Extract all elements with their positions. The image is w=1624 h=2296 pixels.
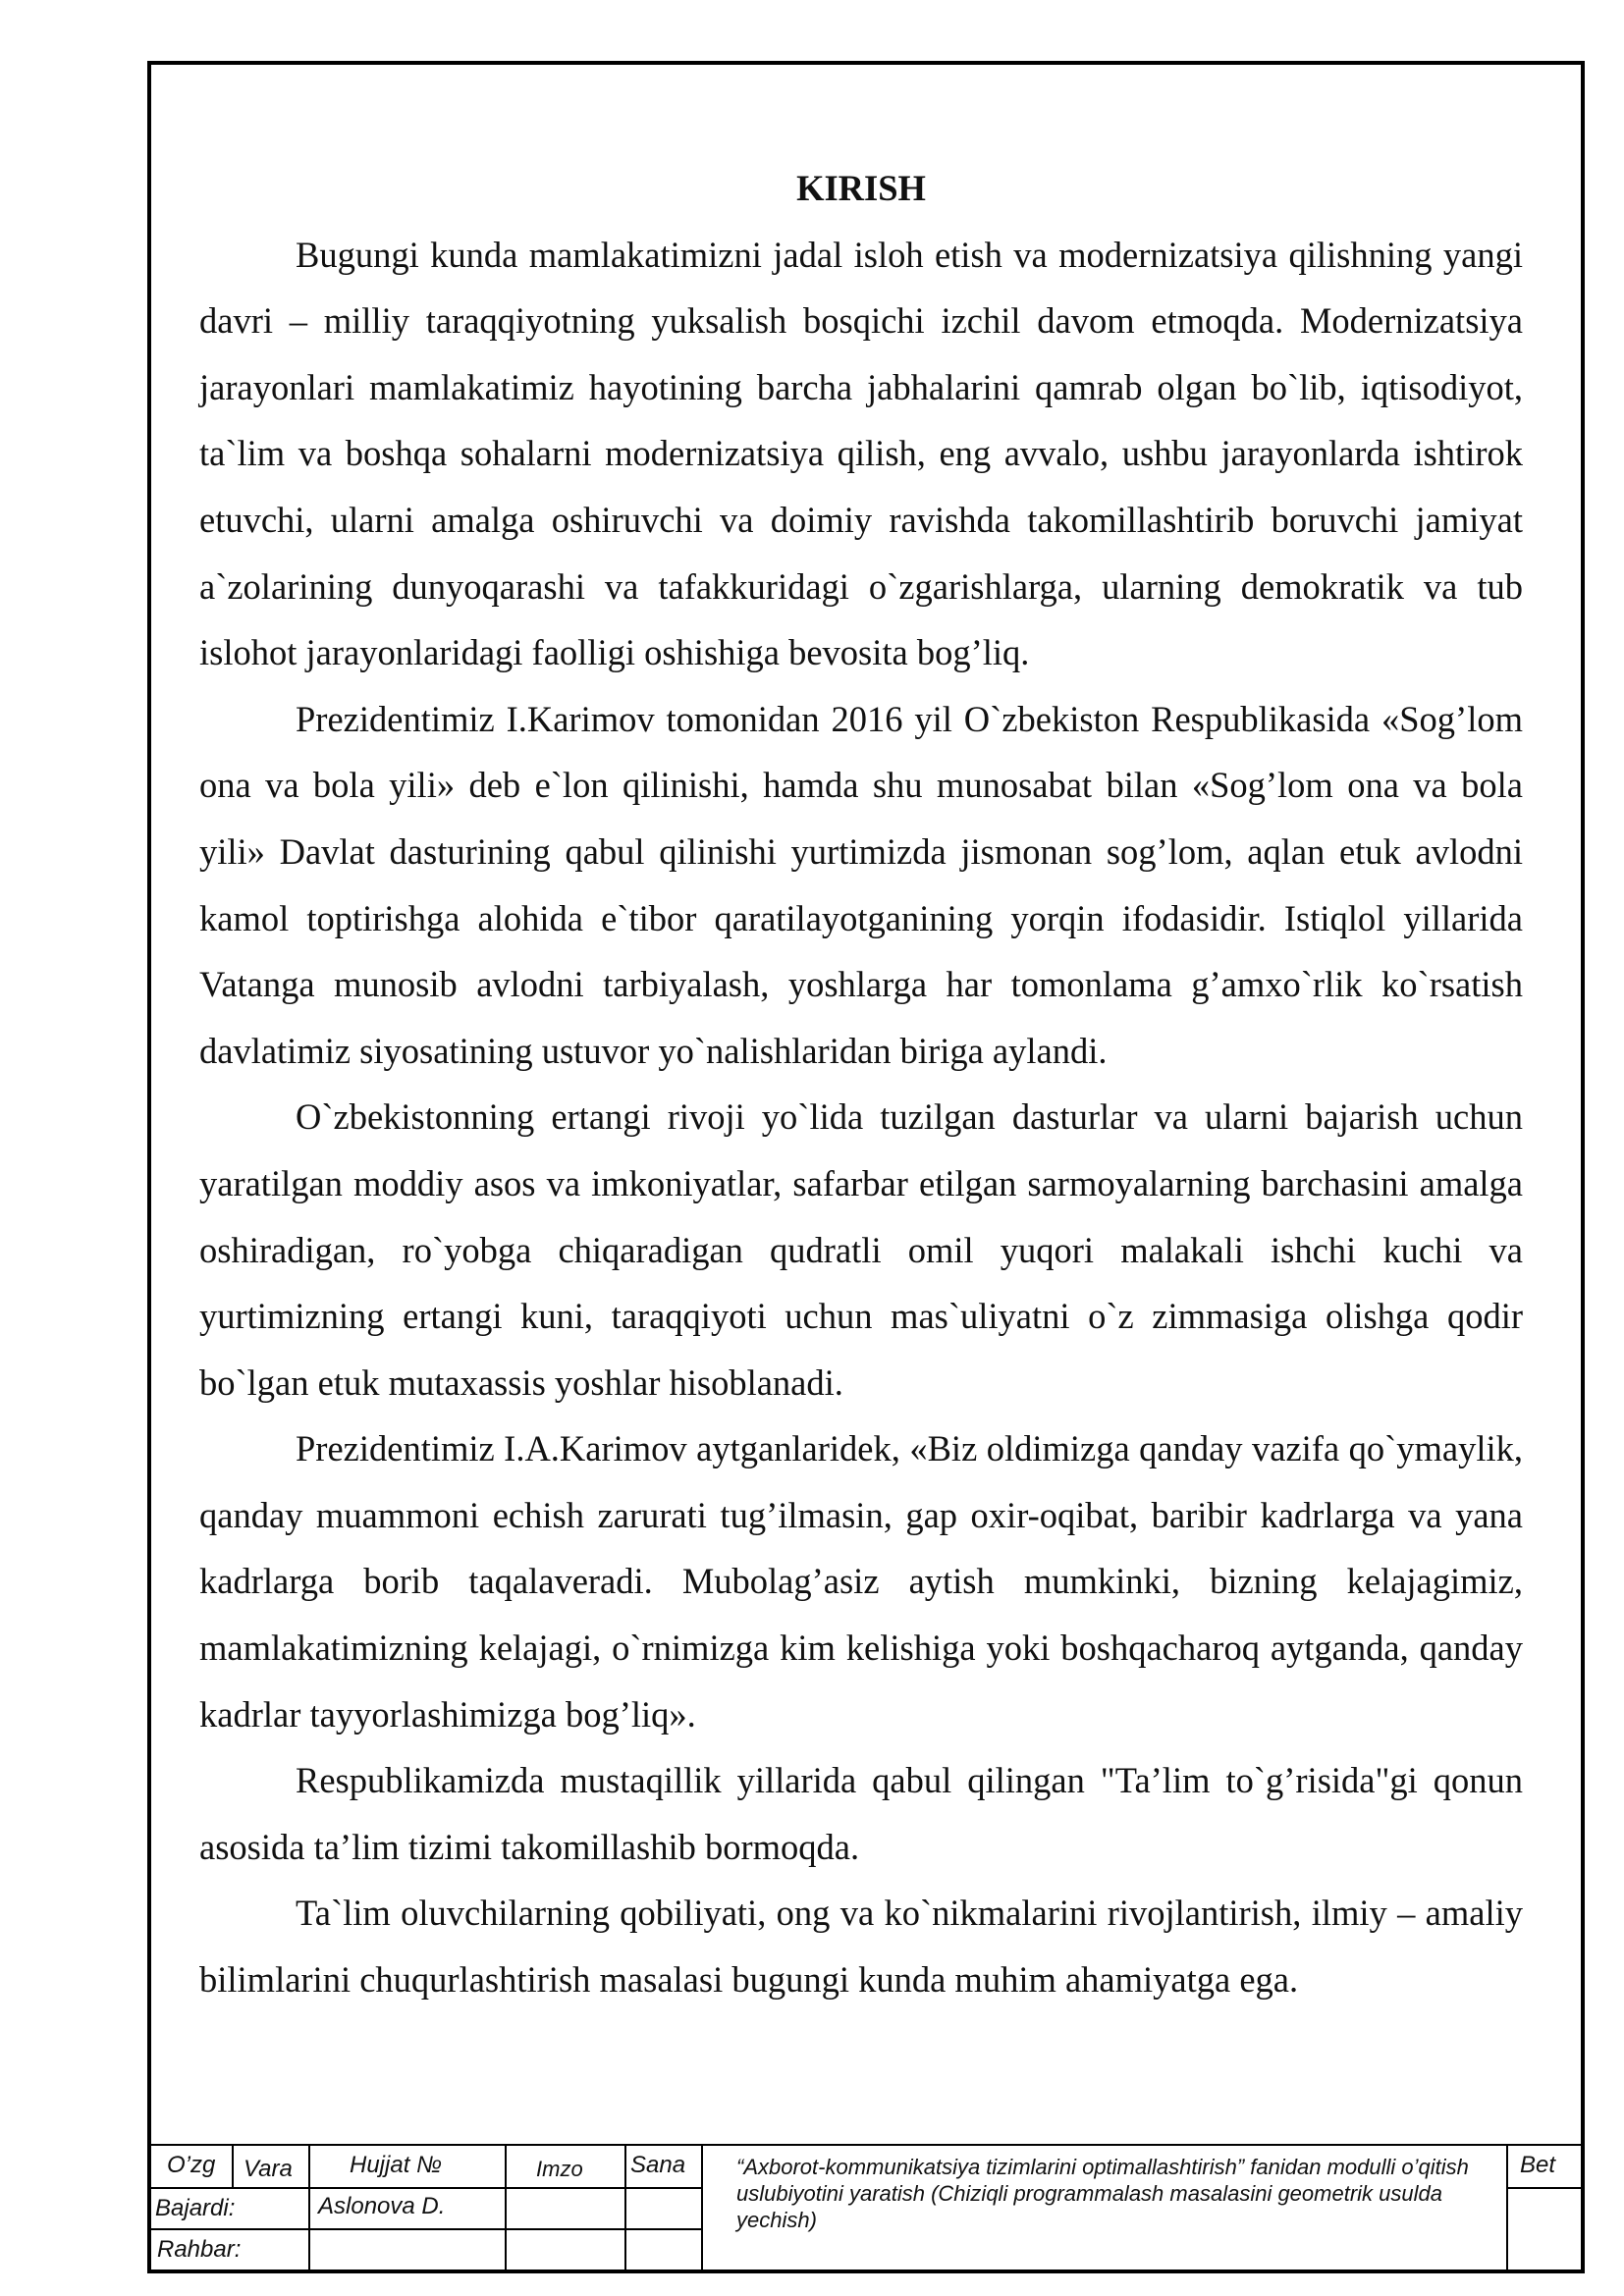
paragraph: Prezidentimiz I.A.Karimov aytganlaridek, «Biz oldimizga qanday vazifa qo`ymaylik, qanday muammoni echish zarurati tug’ilmasin, gap oxir-oqibat, baribir kadrlarga va yana kadrlarga borib taqalaveradi. Mubolag’asiz aytish mumkinki, bizning kelajagimiz, mamlakatimizning kelajagi, o`rnimizga kim kelishiga yoki boshqacharoq aytganda, qanday kadrlar tayyorlashimizga bog’liq».: [199, 1428, 1523, 1735]
title-block: [151, 2144, 1581, 2269]
stamp-col-divider: [232, 2144, 234, 2187]
paragraph: Respublikamizda mustaqillik yillarida qabul qilingan "Ta’lim to`g’risida"gi qonun asosida ta’lim tizimi takomillashib bormoqda.: [199, 1760, 1523, 1867]
stamp-row-divider: [151, 2187, 701, 2189]
stamp-vara-label: Vara: [244, 2156, 293, 2182]
stamp-bet-label: Bet: [1520, 2152, 1556, 2178]
stamp-sana-label: Sana: [630, 2152, 686, 2178]
stamp-col-divider: [505, 2144, 507, 2269]
stamp-top-border: [151, 2144, 1581, 2146]
page-frame: [147, 61, 1585, 2273]
stamp-description: “Axborot-kommunikatsiya tizimlarini optimallashtirish” fanidan modulli o’qitish uslubiyotini yaratish (Chiziqli programmalash masalasini geometrik usulda yechish): [736, 2155, 1469, 2232]
stamp-row-divider: [151, 2228, 701, 2230]
stamp-hujjat-label: Hujjat №: [350, 2152, 443, 2178]
stamp-ozg-label: O’zg: [167, 2152, 216, 2178]
page-title: KIRISH: [796, 168, 926, 208]
stamp-imzo-label: Imzo: [536, 2157, 583, 2181]
paragraph: Prezidentimiz I.Karimov tomonidan 2016 yil O`zbekiston Respublikasida «Sog’lom ona va bola yili» deb e`lon qilinishi, hamda shu munosabat bilan «Sog’lom ona va bola yili» Davlat dasturining qabul qilinishi yurtimizda jismonan sog’lom, aqlan etuk avlodni kamol toptirishga alohida e`tibor qaratilayotganining yorqin ifodasidir. Istiqlol yillarida Vatanga munosib avlodni tarbiyalash, yoshlarga har tomonlama g’amxo`rlik ko`rsatish davlatimiz siyosatining ustuvor yo`nalishlaridan biriga aylandi.: [199, 698, 1523, 1071]
paragraph: Bugungi kunda mamlakatimizni jadal isloh etish va modernizatsiya qilishning yangi davri – milliy taraqqiyotning yuksalish bosqichi izchil davom etmoqda. Modernizatsiya jarayonlari mamlakatimiz hayotining barcha jabhalarini qamrab olgan bo`lib, iqtisodiyot, ta`lim va boshqa sohalarni modernizatsiya qilish, eng avvalo, ushbu jarayonlarda ishtirok etuvchi, ularni amalga oshiruvchi va doimiy ravishda takomillashtirib boruvchi jamiyat a`zolarining dunyoqarashi va tafakkuridagi o`zgarishlarga, ularning demokratik va tub islohot jarayonlaridagi faolligi oshishiga bevosita bog’liq.: [199, 234, 1523, 673]
stamp-bajardi-label: Bajardi:: [155, 2195, 236, 2221]
stamp-col-divider: [701, 2144, 703, 2269]
stamp-rahbar-label: Rahbar:: [157, 2236, 242, 2263]
stamp-bajardi-name: Aslonova D.: [318, 2193, 446, 2219]
paragraph: Ta`lim oluvchilarning qobiliyati, ong va ko`nikmalarini rivojlantirish, ilmiy – amaliy bilimlarini chuqurlashtirish masalasi bugungi kunda muhim ahamiyatga ega.: [199, 1893, 1523, 2001]
document-body: [199, 155, 1523, 2013]
stamp-col-divider: [624, 2144, 626, 2269]
stamp-col-divider: [308, 2144, 310, 2269]
paragraph: O`zbekistonning ertangi rivoji yo`lida tuzilgan dasturlar va ularni bajarish uchun yaratilgan moddiy asos va imkoniyatlar, safarbar etilgan sarmoyalarning barchasini amalga oshiradigan, ro`yobga chiqaradigan qudratli omil yuqori malakali ishchi kuchi va yurtimizning ertangi kuni, taraqqiyoti uchun mas`uliyatni o`z zimmasiga olishga qodir bo`lgan etuk mutaxassis yoshlar hisoblanadi.: [199, 1096, 1523, 1403]
